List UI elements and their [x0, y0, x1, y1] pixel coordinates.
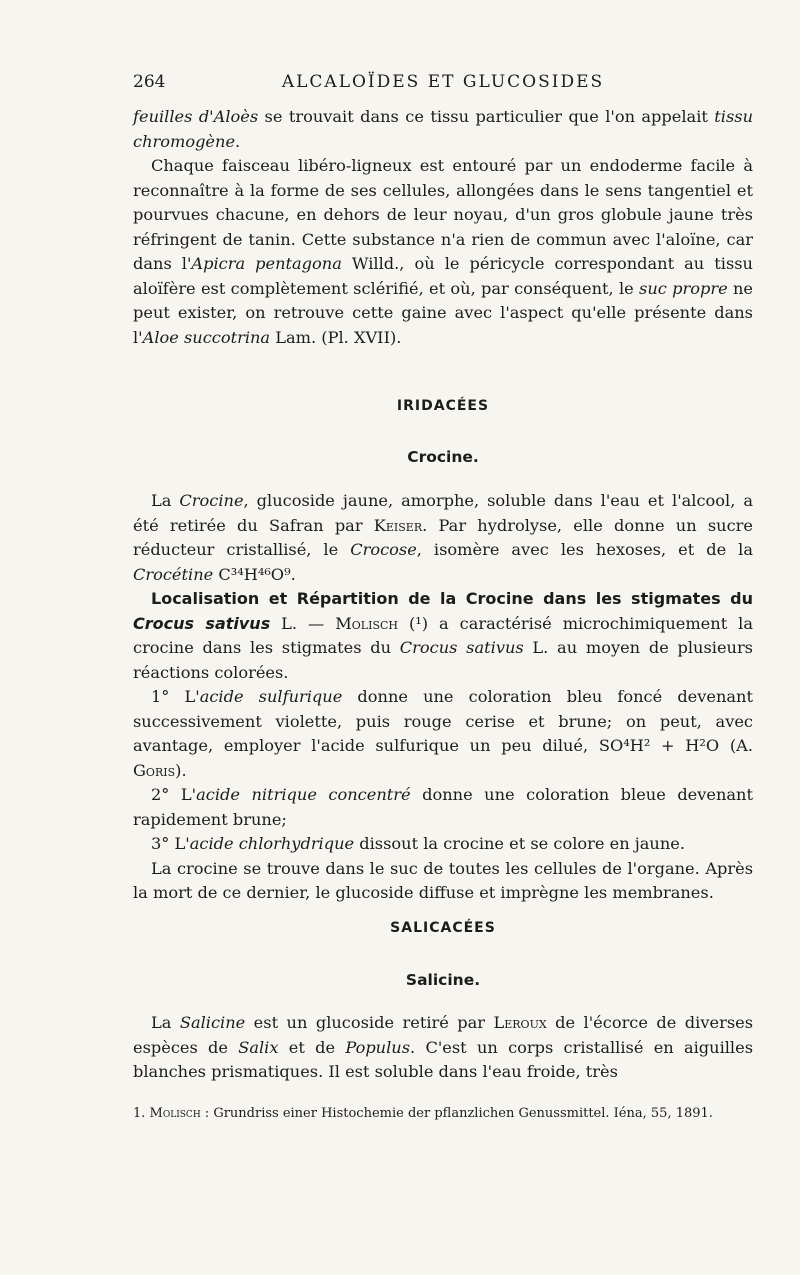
paragraph-diffusion: La crocine se trouve dans le suc de toutes les cellules de l'organe. Après la mort de ce dernier, le glucoside diffuse et imprègne les membranes.: [133, 858, 753, 902]
species-name: Salix: [238, 1037, 279, 1057]
text-span: Crocétine: [133, 564, 214, 584]
footnote-marker: 1.: [133, 1106, 150, 1121]
paragraph-crocine: [133, 489, 753, 587]
text-span: dissout la crocine et se colore en jaune.: [354, 834, 686, 853]
text-span: Lam. (Pl. XVII).: [270, 327, 402, 347]
text-span: Crocine: [179, 491, 244, 510]
species-name: Apicra pentagona: [191, 254, 342, 273]
text-span: Salicine: [179, 1013, 246, 1032]
text-span: feuilles d'Aloès: [133, 107, 259, 126]
text-span: tissu chromogène: [133, 107, 754, 151]
text-span: ).: [175, 760, 187, 780]
text-span: C³⁴H⁴⁶O⁹.: [213, 564, 296, 584]
text-span: L. au moyen de plusieurs réactions colorées.: [133, 638, 753, 682]
page-number: 264: [133, 72, 166, 92]
author-name: Goris: [133, 760, 176, 780]
paragraph-salicine: [133, 1011, 753, 1085]
author-name: Molisch: [335, 613, 398, 633]
text-span: : Grundriss einer Histochemie der pflanzlichen Genussmittel. Iéna, 55, 1891.: [200, 1106, 713, 1121]
text-span: , glucoside jaune, amorphe, soluble dans l'eau et l'alcool, a été retirée du Safran par: [133, 491, 753, 535]
section-salicine-body: [133, 1011, 753, 1085]
text-span: suc propre: [639, 278, 728, 298]
section-heading-salicacees: SALICACÉES: [390, 920, 496, 936]
text-span: (¹) a caractérisé microchimiquement la crocine dans les stigmates du: [133, 613, 753, 657]
footnote: [133, 1104, 753, 1123]
text-span: La: [151, 1013, 180, 1032]
text-span: Crocose: [350, 540, 417, 559]
species-name: Crocus sativus: [133, 613, 271, 633]
text-span: donne une coloration bleue devenant rapidement brune;: [133, 785, 753, 829]
text-span: .: [235, 131, 241, 151]
paragraph-reaction-3: [133, 832, 753, 857]
author-name: Keiser: [373, 515, 423, 535]
species-name: Populus: [345, 1037, 411, 1057]
paragraph-intro: [133, 105, 753, 350]
text-span: 1° L': [151, 687, 200, 706]
text-span: . Par hydrolyse, elle donne un sucre réducteur cristallisé, le: [133, 515, 753, 559]
text-span: , isomère avec les hexoses, et de la: [416, 540, 753, 559]
text-span: 3° L': [151, 834, 190, 853]
text-span: se trouvait dans ce tissu particulier que l'on appelait: [258, 107, 715, 126]
running-title: ALCALOÏDES ET GLUCOSIDES: [281, 72, 605, 92]
text-span: L. —: [270, 613, 336, 633]
text-span: et de: [278, 1037, 346, 1057]
text-span: est un glucoside retiré par: [245, 1013, 494, 1032]
text-span: . C'est un corps cristallisé en aiguilles blanches prismatiques. Il est soluble dans l'eau froide, très: [133, 1037, 753, 1081]
text-span: Chaque faisceau libéro-ligneux est entouré par un endoderme facile à reconnaître à la forme de ses cellules, allongées dans le sens tangentiel et pourvues chacune, en dehors de leur noyau, d'un gros globule jaune très réfringent de tanin. Cette substance n'a rien de commun avec l'aloïne, car dans l': [133, 156, 753, 273]
species-name: Aloe succotrina: [142, 327, 271, 347]
subheading-salicine: Salicine.: [405, 971, 481, 989]
paragraph-endoderme: [133, 154, 753, 350]
paragraph-reaction-2: [133, 783, 753, 832]
section-crocine-body: [133, 489, 753, 906]
text-span: acide sulfurique: [199, 687, 343, 706]
text-span: Willd., où le péricycle correspondant au tissu aloïfère est complètement sclérifié, et où, par conséquent, le: [133, 254, 753, 298]
author-name: Leroux: [493, 1013, 547, 1032]
text-span: 2° L': [151, 785, 197, 804]
subheading-crocine: Crocine.: [407, 448, 479, 466]
section-heading-iridacees: IRIDACÉES: [396, 398, 490, 414]
text-span: acide nitrique concentré: [196, 785, 411, 804]
paragraph-reaction-1: [133, 685, 753, 783]
text-span: acide chlorhydrique: [189, 834, 355, 853]
author-name: Molisch: [149, 1106, 201, 1121]
species-name: Crocus sativus: [399, 638, 524, 657]
inline-heading: Localisation et Répartition de la Crocine dans les stigmates du: [151, 589, 753, 608]
text-span: La: [151, 491, 180, 510]
text-span: de l'écorce de diverses espèces de: [133, 1013, 754, 1057]
paragraph-localisation: [133, 587, 753, 685]
text-span: donne une coloration bleu foncé devenant successivement violette, puis rouge cerise et brune; on peut, avec avantage, employer l'acide sulfurique un peu dilué, SO⁴H² + H²O (A.: [133, 687, 753, 755]
text-span: ne peut exister, on retrouve cette gaine avec l'aspect qu'elle présente dans l': [133, 278, 753, 347]
page-header: [133, 72, 753, 100]
